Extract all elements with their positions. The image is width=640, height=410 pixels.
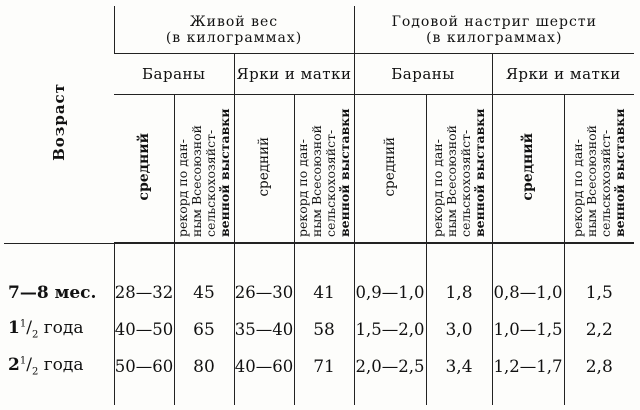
- w-ewes-rec: 2,2: [564, 311, 634, 348]
- lw-ewes-avg: 35—40: [234, 311, 294, 348]
- w-rams-avg: 2,0—2,5: [354, 348, 426, 385]
- lw-rams-avg-header: [114, 95, 174, 244]
- w-ewes-rec: 1,5: [564, 274, 634, 311]
- lw-rams-header: Бараны: [114, 54, 234, 95]
- lw-rams-avg: 28—32: [114, 274, 174, 311]
- w-ewes-avg-header: [492, 95, 564, 244]
- wool-unit: (в килограммах): [426, 29, 563, 46]
- w-rams-avg-header: [354, 95, 426, 244]
- lw-ewes-avg-header: [234, 95, 294, 244]
- w-rams-rec: 3,0: [426, 311, 492, 348]
- age-cell: $1^1/_2$ года: [8, 318, 84, 341]
- table-row: [4, 274, 634, 311]
- lw-ewes-avg: 26—30: [234, 274, 294, 311]
- lw-rams-rec: 80: [174, 348, 234, 385]
- sheep-table: [4, 6, 634, 405]
- avg-label: средний: [135, 132, 152, 201]
- record-label: рекорд по дан- ным Всесоюзной сельскохозяйст- венной выставки: [430, 107, 488, 237]
- lw-rams-rec-header: [174, 95, 234, 244]
- live-weight-title: Живой вес: [189, 13, 279, 30]
- w-rams-avg: 0,9—1,0: [354, 274, 426, 311]
- lw-ewes-rec-header: [294, 95, 354, 244]
- wool-title: Годовой настриг шерсти: [391, 13, 597, 30]
- w-ewes-header: Ярки и матки: [492, 54, 634, 95]
- w-ewes-avg: 1,2—1,7: [492, 348, 564, 385]
- w-ewes-avg: 0,8—1,0: [492, 274, 564, 311]
- table-row: [4, 311, 634, 348]
- record-label: рекорд по дан- ным Всесоюзной сельскохозяйст- венной выставки: [570, 107, 628, 237]
- lw-rams-avg: 50—60: [114, 348, 174, 385]
- lw-ewes-avg: 40—60: [234, 348, 294, 385]
- live-weight-header: [114, 6, 354, 54]
- table-row: [4, 348, 634, 385]
- w-ewes-rec-header: [564, 95, 634, 244]
- wool-header: [354, 6, 634, 54]
- w-rams-avg: 1,5—2,0: [354, 311, 426, 348]
- age-cell: 7—8 мес.: [8, 282, 97, 303]
- avg-label: средний: [256, 136, 272, 197]
- live-weight-unit: (в килограммах): [165, 29, 303, 46]
- age-cell: $2^1/_2$ года: [8, 355, 84, 378]
- lw-ewes-rec: 71: [294, 348, 354, 385]
- lw-ewes-rec: 41: [294, 274, 354, 311]
- w-rams-rec: 1,8: [426, 274, 492, 311]
- bottom-row: [4, 385, 634, 405]
- lw-rams-avg: 40—50: [114, 311, 174, 348]
- age-header-label: Возраст: [49, 83, 68, 162]
- lw-ewes-rec: 58: [294, 311, 354, 348]
- lw-rams-rec: 65: [174, 311, 234, 348]
- w-rams-header: Бараны: [354, 54, 492, 95]
- age-header: [4, 6, 114, 243]
- spacer-row: [4, 243, 634, 274]
- avg-label: средний: [382, 136, 399, 197]
- w-rams-rec: 3,4: [426, 348, 492, 385]
- w-ewes-rec: 2,8: [564, 348, 634, 385]
- w-ewes-avg: 1,0—1,5: [492, 311, 564, 348]
- record-label: рекорд по дан- ным Всесоюзной сельскохозяйст- венной выставки: [175, 107, 232, 237]
- record-label: рекорд по дан- ным Всесоюзной сельскохозяйст- венной выставки: [295, 107, 352, 237]
- w-rams-rec-header: [426, 95, 492, 244]
- lw-ewes-header: Ярки и матки: [234, 54, 354, 95]
- lw-rams-rec: 45: [174, 274, 234, 311]
- avg-label: средний: [520, 132, 537, 201]
